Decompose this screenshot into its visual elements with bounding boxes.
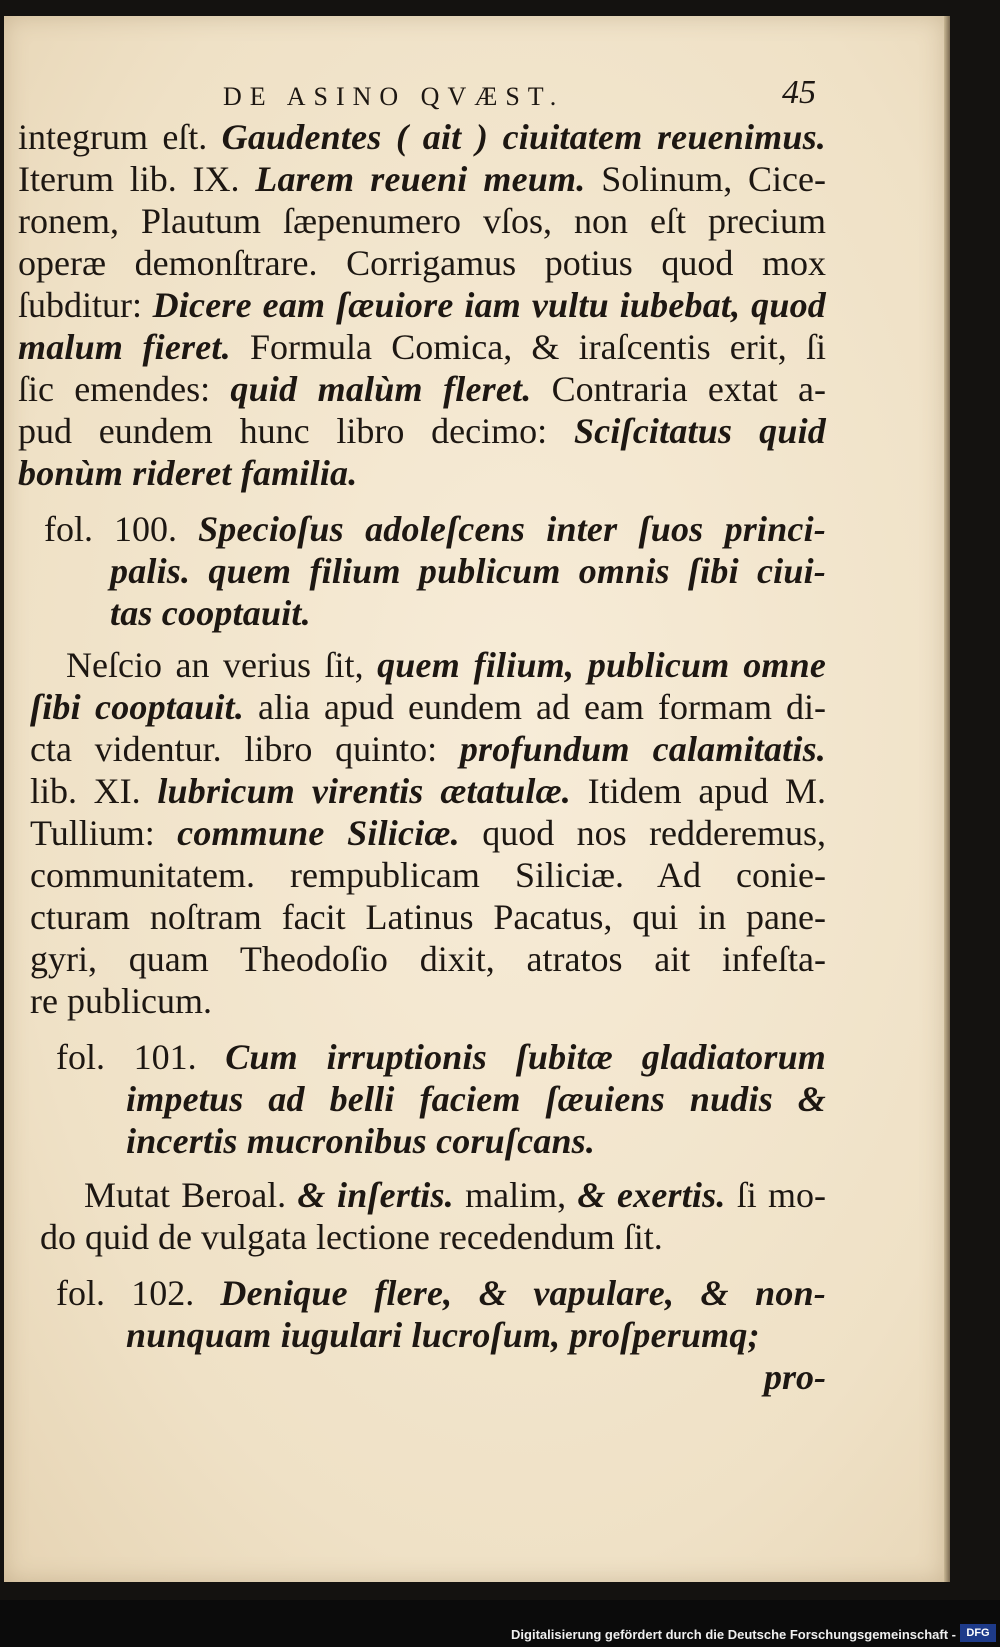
lemma-fol-101 bbox=[18, 1036, 826, 1162]
text-line: fol. 100. Specioſus adoleſcens inter ſuos princi- bbox=[44, 509, 826, 549]
text-line: nunquam iugulari lucroſum, proſperumq; bbox=[126, 1315, 760, 1355]
text-line: operæ demonſtrare. Corrigamus potius quod mox bbox=[18, 243, 826, 283]
text-line: cta videntur. libro quinto: profundum calamitatis. bbox=[30, 729, 826, 769]
text-line: tas cooptauit. bbox=[110, 593, 311, 633]
text-line: re publicum. bbox=[30, 981, 212, 1021]
text-line: Neſcio an verius ſit, quem filium, publicum omne bbox=[66, 645, 826, 685]
paragraph-3 bbox=[18, 1174, 826, 1258]
lemma-fol-100 bbox=[18, 508, 826, 634]
text-line: bonùm rideret familia. bbox=[18, 453, 358, 493]
running-head bbox=[18, 76, 826, 112]
running-head-title: DE ASINO QVÆST. bbox=[223, 82, 565, 111]
text-line: lib. XI. lubricum virentis ætatulæ. Itidem apud M. bbox=[30, 771, 827, 811]
text-line: ſic emendes: quid malùm fleret. Contraria extat a- bbox=[18, 369, 826, 409]
text-line: fol. 102. Denique flere, & vapulare, & non- bbox=[56, 1273, 826, 1313]
text-line: incertis mucronibus coruſcans. bbox=[126, 1121, 596, 1161]
text-line: ſibi cooptauit. alia apud eundem ad eam formam di- bbox=[30, 687, 826, 727]
page-body bbox=[18, 116, 826, 1398]
text-line: Mutat Beroal. & inſertis. malim, & exertis. ſi mo- bbox=[84, 1175, 827, 1215]
text-line: gyri, quam Theodoſio dixit, atratos ait infeſta- bbox=[30, 939, 826, 979]
text-line: integrum eſt. Gaudentes ( ait ) ciuitatem reuenimus. bbox=[18, 117, 826, 157]
text-line: malum fieret. Formula Comica, & iraſcentis erit, ſi bbox=[18, 327, 826, 367]
text-line: pud eundem hunc libro decimo: Sciſcitatus quid bbox=[18, 411, 826, 451]
text-line: cturam noſtram facit Latinus Pacatus, qui in pane- bbox=[30, 897, 826, 937]
paragraph-1 bbox=[18, 116, 826, 494]
text-line: communitatem. rempublicam Siliciæ. Ad conie- bbox=[30, 855, 826, 895]
lemma-fol-102 bbox=[18, 1272, 826, 1356]
text-line: Iterum lib. IX. Larem reueni meum. Solinum, Cice- bbox=[18, 159, 826, 199]
text-line: do quid de vulgata lectione recedendum ſit. bbox=[40, 1217, 663, 1257]
text-line: impetus ad belli faciem ſæuiens nudis & bbox=[126, 1079, 826, 1119]
text-line: fol. 101. Cum irruptionis ſubitæ gladiatorum bbox=[56, 1037, 826, 1077]
text-line: palis. quem filium publicum omnis ſibi ciui- bbox=[110, 551, 826, 591]
dfg-logo: DFG bbox=[960, 1624, 996, 1642]
text-line: ſubditur: Dicere eam ſæuiore iam vultu iubebat, quod bbox=[18, 285, 826, 325]
digitization-credit: Digitalisierung gefördert durch die Deutsche Forschungsgemeinschaft - bbox=[511, 1627, 956, 1642]
catchword: pro- bbox=[764, 1357, 826, 1397]
paragraph-2 bbox=[18, 644, 826, 1022]
text-line: Tullium: commune Siliciæ. quod nos redderemus, bbox=[30, 813, 826, 853]
page-edge bbox=[944, 16, 950, 1582]
text-line: ronem, Plautum ſæpenumero vſos, non eſt precium bbox=[18, 201, 826, 241]
page-number: 45 bbox=[782, 74, 816, 111]
